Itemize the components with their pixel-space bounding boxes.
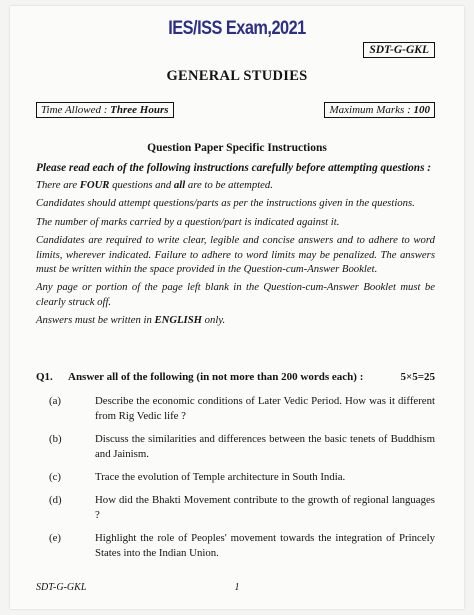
part-text: Describe the economic conditions of Later Vedic Period. How was it different from Rig Vedic life ? bbox=[95, 395, 435, 422]
instruction-emphasis: FOUR bbox=[79, 179, 110, 191]
subject-title: GENERAL STUDIES bbox=[166, 68, 308, 84]
part-label: (b) bbox=[49, 433, 62, 445]
question-text: Answer all of the following (in not more than 200 words each) : bbox=[68, 371, 364, 383]
question-marks: 5×5=25 bbox=[400, 371, 435, 383]
part-text: Trace the evolution of Temple architecture in South India. bbox=[95, 471, 346, 483]
instruction-text: Answers must be written in bbox=[36, 314, 155, 327]
footer-paper-code: SDT-G-GKL bbox=[36, 582, 87, 593]
instruction-emphasis: ENGLISH bbox=[154, 314, 202, 327]
part-label: (d) bbox=[49, 494, 62, 506]
instruction-item: The number of marks carried by a question/part is indicated against it. bbox=[36, 215, 340, 228]
question-paper-page bbox=[10, 6, 464, 609]
paper-code-box: SDT-G-GKL bbox=[363, 42, 435, 58]
marks-value: 100 bbox=[413, 104, 430, 116]
page-number: 1 bbox=[234, 582, 240, 593]
question-part bbox=[36, 470, 435, 485]
instruction-text: There are bbox=[36, 179, 80, 191]
part-label: (c) bbox=[49, 471, 61, 483]
instruction-item: Candidates are required to write clear, legible and concise answers and to adhere to word limits, wherever indicated. Failure to adhere to word limits may be penalized. The answers must be written within the space provided in the Question-cum-Answer Booklet. bbox=[36, 234, 435, 276]
question-part bbox=[36, 432, 435, 462]
part-text: How did the Bhakti Movement contribute to the growth of regional languages ? bbox=[95, 494, 435, 521]
exam-title: IES/ISS Exam,2021 bbox=[168, 18, 306, 39]
instructions-lead: Please read each of the following instructions carefully before attempting questions : bbox=[36, 162, 432, 174]
maximum-marks-box bbox=[324, 102, 435, 118]
time-label: Time Allowed : bbox=[41, 104, 111, 116]
instruction-text: questions and bbox=[109, 179, 174, 191]
question-part bbox=[36, 493, 435, 523]
instruction-item bbox=[36, 178, 435, 192]
instruction-text: only. bbox=[201, 314, 226, 327]
part-text: Highlight the role of Peoples' movement towards the integration of Princely States into the Indian Union. bbox=[95, 532, 435, 559]
part-label: (a) bbox=[49, 395, 61, 407]
time-value: Three Hours bbox=[110, 104, 169, 116]
instruction-text: are to be attempted. bbox=[185, 179, 273, 191]
instruction-item: Any page or portion of the page left blank in the Question-cum-Answer Booklet must be clearly struck off. bbox=[36, 281, 435, 308]
instruction-emphasis: all bbox=[173, 179, 186, 191]
marks-label: Maximum Marks : bbox=[329, 104, 414, 116]
instructions-block bbox=[36, 160, 435, 332]
question-1-parts bbox=[36, 394, 435, 569]
question-number: Q1. bbox=[36, 371, 53, 383]
question-part bbox=[36, 394, 435, 424]
part-label: (e) bbox=[49, 532, 61, 544]
instruction-item bbox=[36, 313, 435, 327]
instruction-item: Candidates should attempt questions/parts as per the instructions given in the questions. bbox=[36, 197, 415, 210]
question-part bbox=[36, 531, 435, 561]
time-allowed-box bbox=[36, 102, 174, 118]
part-text: Discuss the similarities and differences between the basic tenets of Buddhism and Jainism. bbox=[95, 433, 435, 460]
instructions-heading: Question Paper Specific Instructions bbox=[147, 142, 327, 154]
